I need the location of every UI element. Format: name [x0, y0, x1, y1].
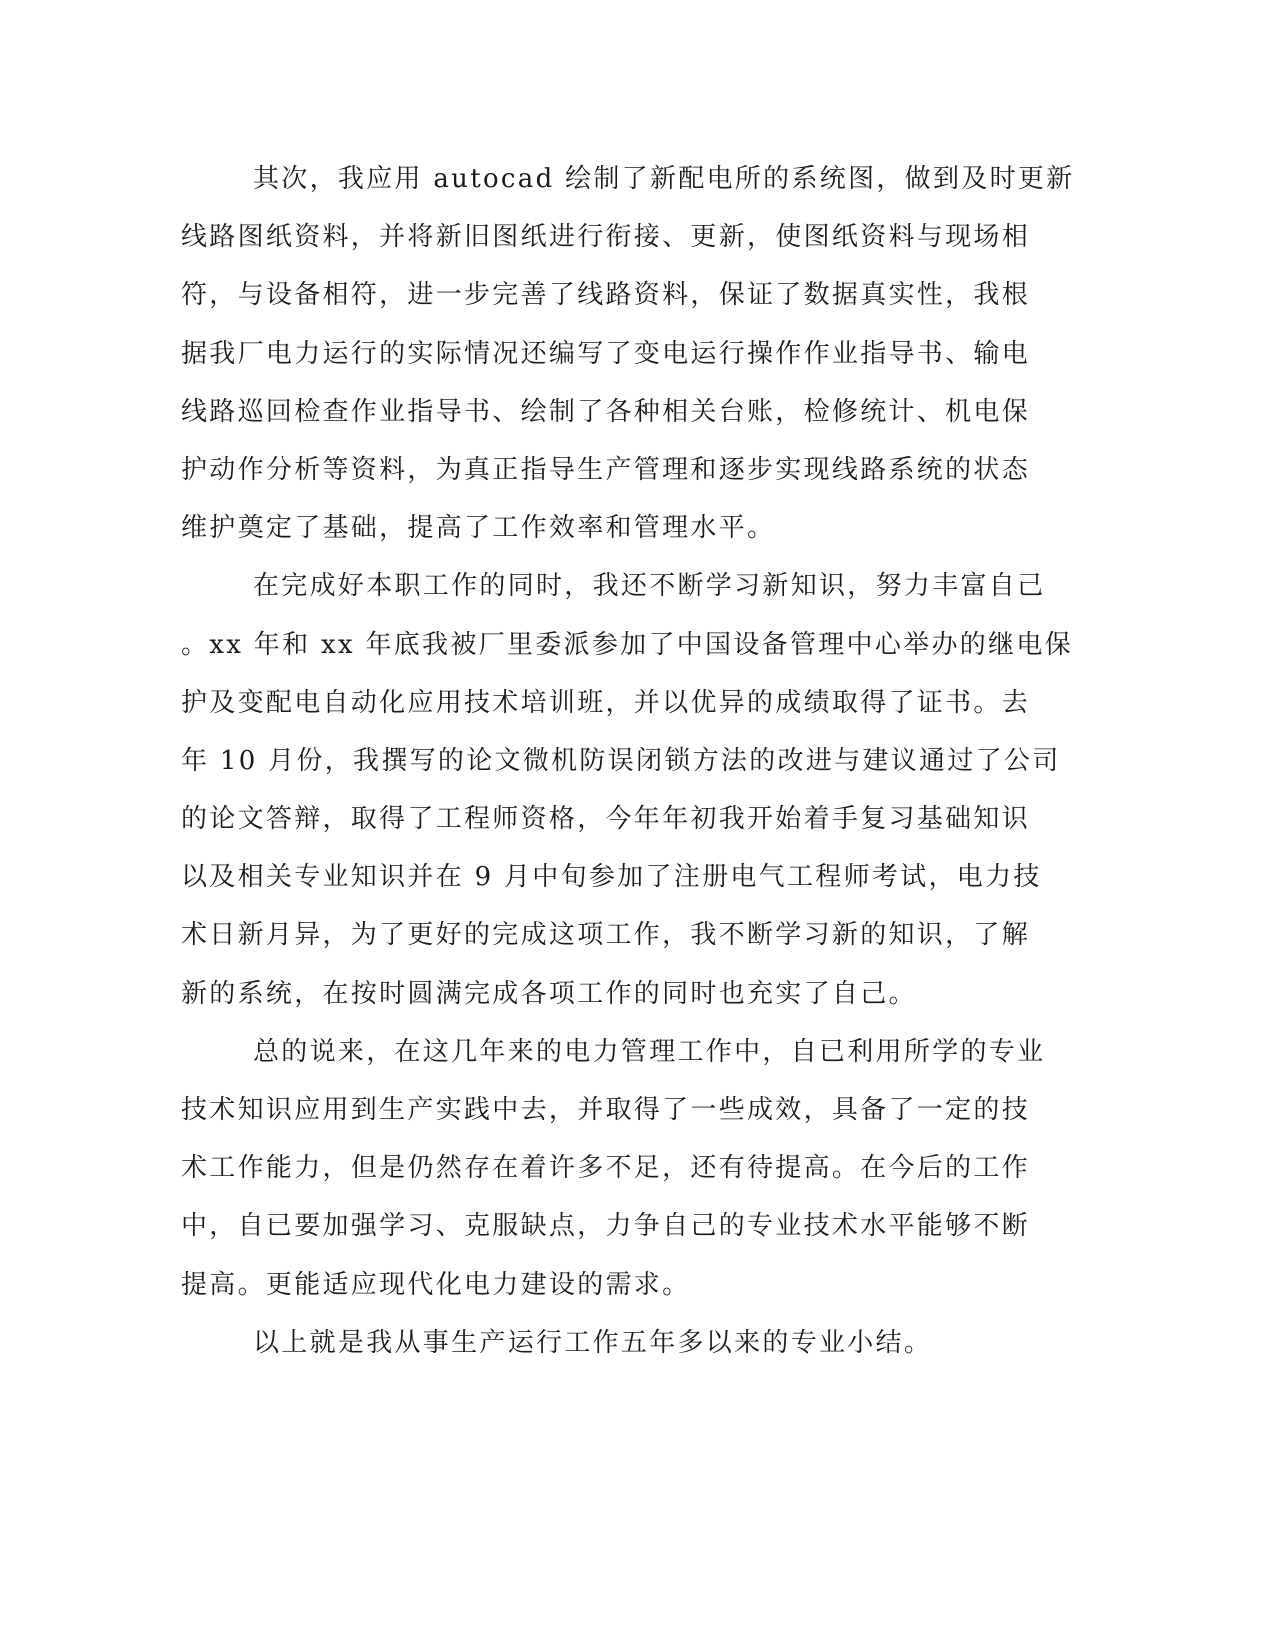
paragraph: [181, 1023, 1046, 1314]
document-body: [181, 150, 1075, 1372]
text-line: 以及相关专业知识并在 9 月中旬参加了注册电气工程师考试，电力技: [181, 862, 1042, 893]
text-line: 新的系统，在按时圆满完成各项工作的同时也充实了自己。: [181, 978, 917, 1009]
text-line: 提高。更能适应现代化电力建设的需求。: [181, 1269, 691, 1300]
paragraph: [181, 150, 1075, 557]
text-line: 其次，我应用 autocad 绘制了新配电所的系统图，做到及时更新: [253, 164, 1075, 194]
text-line: 中，自已要加强学习、克服缺点，力争自己的专业技术水平能够不断: [181, 1211, 1031, 1242]
text-line: 术工作能力，但是仍然存在着许多不足，还有待提高。在今后的工作: [181, 1153, 1031, 1184]
paragraph: [181, 1314, 1031, 1372]
text-line: 维护奠定了基础，提高了工作效率和管理水平。: [181, 513, 776, 544]
text-line: 的论文答辩，取得了工程师资格，今年年初我开始着手复习基础知识: [181, 804, 1031, 835]
text-line: 护动作分析等资料，为真正指导生产管理和逐步实现线路系统的状态: [181, 454, 1031, 485]
text-line: 总的说来，在这几年来的电力管理工作中，自已利用所学的专业: [253, 1036, 1046, 1067]
text-line: 线路巡回检查作业指导书、绘制了各种相关台账，检修统计、机电保: [181, 396, 1031, 427]
text-line: 年 10 月份，我撰写的论文微机防误闭锁方法的改进与建议通过了公司: [181, 745, 1061, 776]
text-line: 术日新月异，为了更好的完成这项工作，我不断学习新的知识，了解: [181, 920, 1031, 951]
text-line: 护及变配电自动化应用技术培训班，并以优异的成绩取得了证书。去: [181, 687, 1031, 718]
text-line: 技术知识应用到生产实践中去，并取得了一些成效，具备了一定的技: [181, 1095, 1031, 1125]
text-line: 在完成好本职工作的同时，我还不断学习新知识，努力丰富自己: [253, 571, 1046, 602]
text-line: 符，与设备相符，进一步完善了线路资料，保证了数据真实性，我根: [181, 280, 1031, 311]
paragraph: [181, 557, 1073, 1023]
text-line: 。xx 年和 xx 年底我被厂里委派参加了中国设备管理中心举办的继电保: [181, 629, 1073, 660]
text-line: 线路图纸资料，并将新旧图纸进行衔接、更新，使图纸资料与现场相: [181, 222, 1031, 253]
text-line: 据我厂电力运行的实际情况还编写了变电运行操作作业指导书、输电: [181, 338, 1031, 369]
text-line: 以上就是我从事生产运行工作五年多以来的专业小结。: [253, 1327, 933, 1358]
